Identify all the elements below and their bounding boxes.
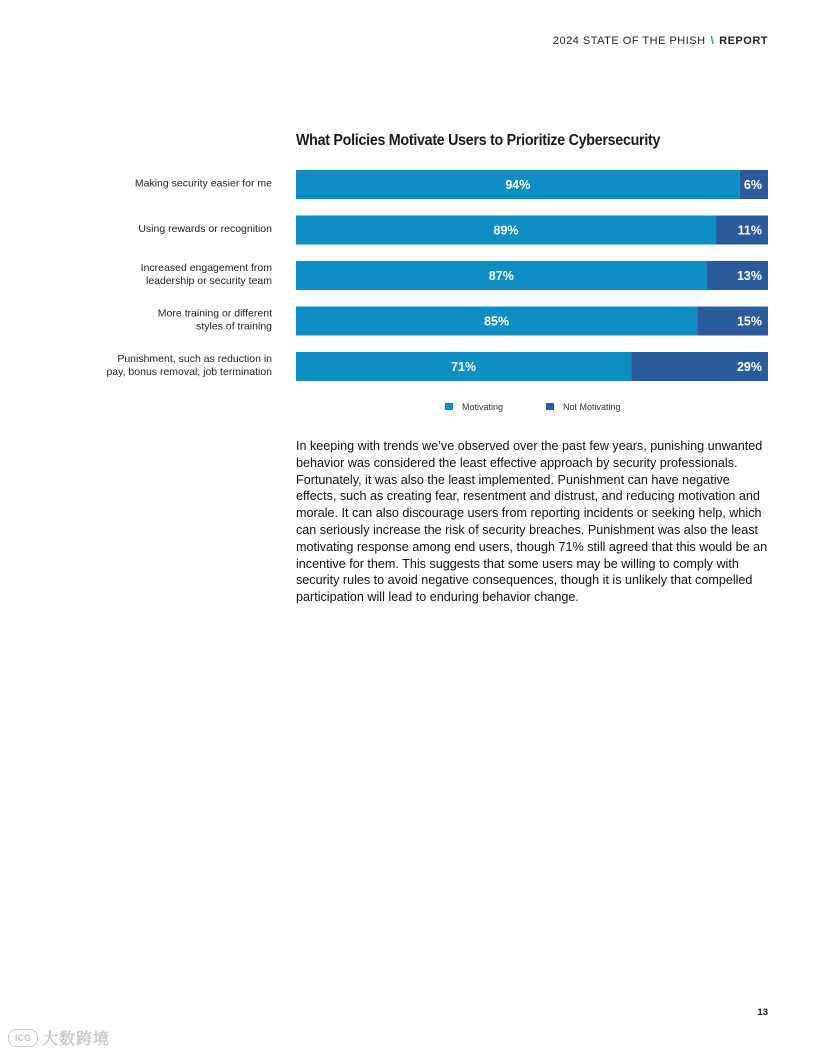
category-label: Using rewards or recognition bbox=[138, 223, 272, 235]
page-number: 13 bbox=[757, 1007, 768, 1018]
body-paragraph: In keeping with trends we’ve observed over the past few years, punishing unwanted behavior was considered the least effective approach by security professionals. Fortunately, it was also the least implemented. Punishment can have negative effects, such as creating fear, resentment and distrust, and reducing motivation and morale. It can also discourage users from reporting incidents or seeking help, which can seriously increase the risk of security breaches. Punishment was also the least motivating response among end users, though 71% still agreed that this would be an incentive for them. This suggests that some users may be willing to comply with security rules to avoid negative consequences, though it is unlikely that compelled participation will lead to enduring behavior change. bbox=[296, 439, 768, 605]
watermark-text: 大数跨境 bbox=[42, 1031, 111, 1048]
data-label-motivating: 87% bbox=[488, 269, 514, 283]
data-label-not-motivating: 15% bbox=[736, 314, 762, 329]
data-label-motivating: 89% bbox=[493, 223, 519, 238]
category-label: Punishment, such as reduction in pay, bonus removal, job termination bbox=[106, 353, 272, 378]
legend-label: Motivating bbox=[462, 402, 504, 412]
data-label-motivating: 85% bbox=[484, 314, 510, 329]
stacked-bar-chart bbox=[0, 0, 816, 430]
category-label: More training or different styles of training bbox=[157, 307, 272, 333]
watermark-logo: ICG bbox=[8, 1029, 38, 1047]
legend-label: Not Motivating bbox=[563, 402, 621, 412]
chart-title: What Policies Motivate Users to Prioritize Cybersecurity bbox=[296, 132, 661, 149]
category-label: Increased engagement from leadership or security team bbox=[140, 262, 272, 287]
legend-swatch bbox=[546, 403, 554, 410]
data-label-not-motivating: 13% bbox=[736, 269, 762, 283]
data-label-not-motivating: 11% bbox=[737, 223, 762, 238]
data-label-motivating: 94% bbox=[505, 178, 531, 192]
report-section: REPORT bbox=[719, 35, 768, 47]
report-title: 2024 STATE OF THE PHISH bbox=[552, 35, 706, 47]
header-separator: \ bbox=[710, 35, 715, 47]
category-label: Making security easier for me bbox=[134, 177, 272, 190]
legend-swatch bbox=[445, 403, 453, 410]
data-label-not-motivating: 6% bbox=[743, 178, 762, 192]
data-label-motivating: 71% bbox=[451, 360, 477, 374]
data-label-not-motivating: 29% bbox=[736, 360, 762, 374]
watermark bbox=[8, 1026, 110, 1049]
